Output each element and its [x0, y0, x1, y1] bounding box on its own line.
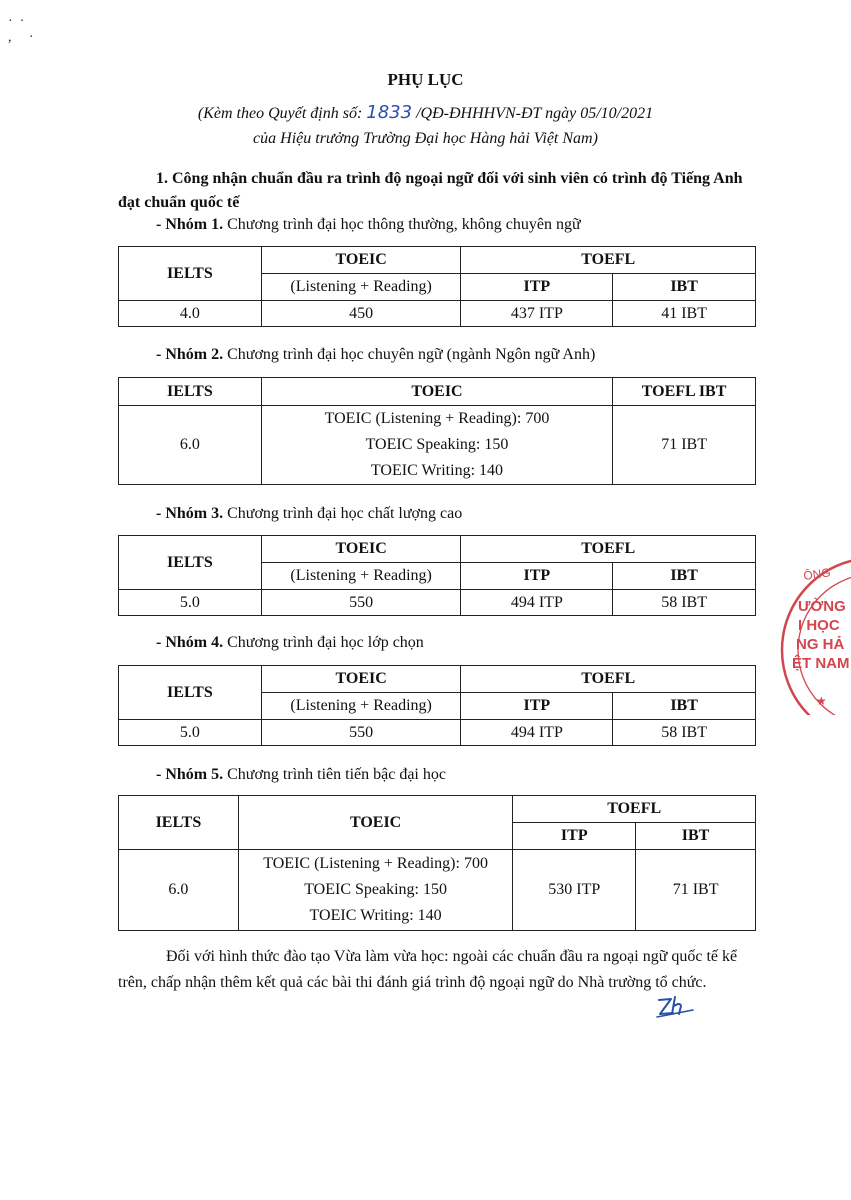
section-1-heading: 1. Công nhận chuẩn đầu ra trình độ ngoại ngữ đối với sinh viên có trình độ Tiếng Anh đạt chuẩn quốc tế [118, 170, 743, 211]
subtitle-suffix: /QĐ-ĐHHHVN-ĐT ngày 05/10/2021 [416, 105, 654, 122]
col-itp: ITP [461, 693, 613, 720]
cell-ielts: 6.0 [119, 850, 239, 931]
table-row [119, 406, 756, 485]
col-itp: ITP [461, 274, 613, 301]
col-ielts: IELTS [119, 796, 239, 850]
seal-star-icon: ★ [816, 694, 827, 708]
group-2-heading [156, 346, 595, 364]
col-toeic: TOEIC [261, 666, 461, 693]
group-desc: Chương trình tiên tiến bậc đại học [223, 766, 446, 783]
toeic-line: TOEIC (Listening + Reading): 700 [324, 410, 550, 427]
subtitle-line-1 [0, 100, 851, 126]
toeic-line: TOEIC Speaking: 150 [304, 881, 447, 898]
cell-itp: 530 ITP [513, 850, 636, 931]
col-ibt: IBT [613, 693, 756, 720]
group-label: - Nhóm 3. [156, 505, 224, 522]
col-itp: ITP [461, 563, 613, 590]
col-ielts: IELTS [119, 378, 262, 406]
group-3-heading [156, 505, 462, 523]
page-title: PHỤ LỤC [387, 70, 464, 89]
group-5-table [118, 795, 756, 931]
toeic-line: TOEIC Speaking: 150 [365, 436, 509, 453]
cell-toeic [238, 850, 513, 931]
cell-toeic [261, 406, 612, 485]
col-toefl-ibt: TOEFL IBT [613, 378, 756, 406]
group-1-table [118, 246, 756, 327]
cell-toeic: 550 [261, 590, 461, 616]
col-toeic-sub: (Listening + Reading) [261, 563, 461, 590]
group-4-table [118, 665, 756, 746]
col-toeic-sub: (Listening + Reading) [261, 693, 461, 720]
scan-marks: · · , · [8, 14, 34, 45]
col-ibt: IBT [636, 823, 756, 850]
table-row [119, 850, 756, 931]
group-desc: Chương trình đại học lớp chọn [223, 634, 424, 651]
group-label: - Nhóm 4. [156, 634, 224, 651]
group-5-heading [156, 766, 446, 784]
seal-text: NG HẢ [796, 636, 845, 653]
col-toefl: TOEFL [461, 247, 756, 274]
official-seal [778, 555, 851, 715]
group-desc: Chương trình đại học chuyên ngữ (ngành Ngôn ngữ Anh) [223, 346, 596, 363]
table-row [119, 301, 756, 327]
seal-text: I HỌC [798, 617, 840, 634]
col-toefl: TOEFL [513, 796, 756, 823]
group-label: - Nhóm 5. [156, 766, 224, 783]
signature-initials [655, 992, 697, 1020]
cell-ielts: 6.0 [119, 406, 262, 485]
col-ielts: IELTS [119, 247, 262, 301]
seal-text: ỆT NAM [792, 655, 850, 672]
col-toeic-sub: (Listening + Reading) [261, 274, 461, 301]
cell-ibt: 71 IBT [636, 850, 756, 931]
cell-ibt: 58 IBT [613, 720, 756, 746]
col-ibt: IBT [613, 563, 756, 590]
decision-number: 1833 [366, 102, 413, 123]
col-toeic: TOEIC [261, 378, 612, 406]
group-desc: Chương trình đại học chất lượng cao [223, 505, 463, 522]
table-row [119, 720, 756, 746]
cell-ielts: 4.0 [119, 301, 262, 327]
cell-ibt: 58 IBT [613, 590, 756, 616]
cell-toeic: 550 [261, 720, 461, 746]
cell-itp: 437 ITP [461, 301, 613, 327]
cell-toeic: 450 [261, 301, 461, 327]
seal-text: ƯỜNG [798, 598, 846, 615]
group-4-heading [156, 634, 424, 652]
toeic-line: TOEIC (Listening + Reading): 700 [263, 855, 488, 872]
seal-graphic [778, 555, 851, 715]
group-2-table [118, 377, 756, 485]
note-paragraph: Đối với hình thức đào tạo Vừa làm vừa học: ngoài các chuẩn đầu ra ngoại ngữ quốc tế kể trên, chấp nhận thêm kết quả các bài thi đánh giá trình độ ngoại ngữ do Nhà trường tổ chức. [118, 948, 738, 991]
cell-ibt: 71 IBT [613, 406, 756, 485]
table-row [119, 590, 756, 616]
cell-itp: 494 ITP [461, 590, 613, 616]
group-label: - Nhóm 2. [156, 346, 224, 363]
subtitle-prefix: (Kèm theo Quyết định số: [197, 105, 363, 122]
seal-text: ÔNG [802, 565, 832, 583]
group-1-heading [156, 216, 581, 234]
subtitle [0, 100, 851, 151]
cell-ielts: 5.0 [119, 590, 262, 616]
col-toefl: TOEFL [461, 536, 756, 563]
col-toeic: TOEIC [261, 536, 461, 563]
col-ibt: IBT [613, 274, 756, 301]
cell-itp: 494 ITP [461, 720, 613, 746]
group-3-table [118, 535, 756, 616]
cell-ibt: 41 IBT [613, 301, 756, 327]
col-ielts: IELTS [119, 666, 262, 720]
col-ielts: IELTS [119, 536, 262, 590]
group-label: - Nhóm 1. [156, 216, 224, 233]
col-toeic: TOEIC [261, 247, 461, 274]
subtitle-line-2: của Hiệu trưởng Trường Đại học Hàng hải Việt Nam) [253, 130, 598, 147]
group-desc: Chương trình đại học thông thường, không chuyên ngữ [223, 216, 581, 233]
col-toeic: TOEIC [238, 796, 513, 850]
toeic-line: TOEIC Writing: 140 [370, 462, 504, 479]
cell-ielts: 5.0 [119, 720, 262, 746]
col-toefl: TOEFL [461, 666, 756, 693]
col-itp: ITP [513, 823, 636, 850]
toeic-line: TOEIC Writing: 140 [309, 907, 442, 924]
